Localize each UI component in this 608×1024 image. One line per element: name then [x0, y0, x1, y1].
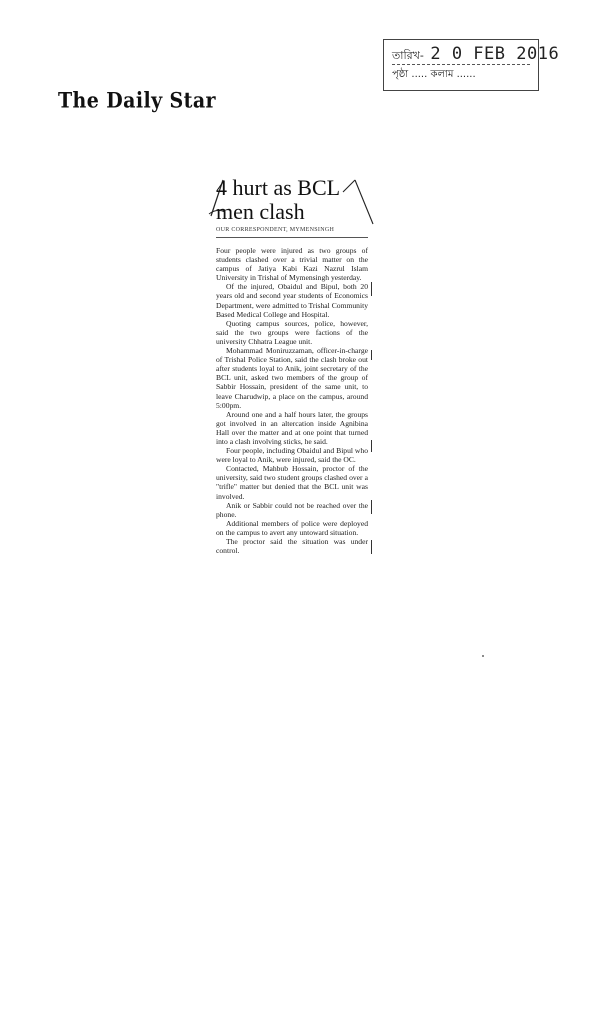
article-paragraph: Quoting campus sources, police, however, said the two groups were factions of the university Chhatra League unit.: [216, 318, 368, 346]
article-paragraph: Contacted, Mahbub Hossain, proctor of the university, said two student groups clashed over a "trifle" matter but denied that the BCL unit was involved.: [216, 464, 368, 501]
article-paragraph: Additional members of police were deployed on the campus to avert any untoward situation.: [216, 518, 368, 537]
news-article: [216, 176, 368, 555]
margin-rule: [371, 440, 372, 452]
date-stamp: [383, 39, 560, 91]
margin-rule: [371, 282, 372, 296]
article-paragraph: Of the injured, Obaidul and Bipul, both 20 years old and second year students of Economics Department, were admitted to Trishal Community Based Medical College and Hospital.: [216, 282, 368, 319]
stamp-page-row: পৃষ্ঠা ..... কলাম ......: [392, 69, 476, 80]
article-paragraph: Mohammad Moniruzzaman, officer-in-charge of Trishal Police Station, said the clash broke out after students loyal to Anik, joint secretary of the BCL unit, asked two members of the group of Sabbir Hossain, president of the same unit, to leave Charudwip, a place on the campus, around 5:00pm.: [216, 346, 368, 410]
article-body: [216, 246, 368, 555]
article-headline: [216, 176, 368, 224]
scan-speck: [482, 655, 484, 657]
article-paragraph: Anik or Sabbir could not be reached over the phone.: [216, 500, 368, 519]
stamp-column-label: কলাম: [430, 69, 454, 80]
article-paragraph: The proctor said the situation was under control.: [216, 537, 368, 556]
margin-rule: [371, 500, 372, 514]
stamp-date-prefix: তারিখ: [392, 49, 420, 62]
stamp-date-row: তারিখ- 2 0 FEB 2016: [392, 44, 560, 64]
margin-rule: [371, 540, 372, 554]
stamp-page-label: পৃষ্ঠা: [392, 69, 409, 80]
article-byline: OUR CORRESPONDENT, MYMENSINGH: [216, 227, 368, 238]
newspaper-masthead: The Daily Star: [58, 88, 216, 114]
article-paragraph: Four people were injured as two groups of students clashed over a trivial matter on the campus of Jatiya Kabi Kazi Nazrul Islam University in Trishal of Mymensingh yesterday.: [216, 246, 368, 283]
article-paragraph: Four people, including Obaidul and Bipul who were loyal to Anik, were injured, said the OC.: [216, 446, 368, 465]
margin-rule: [371, 350, 372, 360]
headline-line: men clash: [216, 199, 305, 224]
stamp-divider: [392, 64, 530, 65]
article-paragraph: Around one and a half hours later, the groups got involved in an altercation inside Agnibina Hall over the matter and at one point that turned into a clash involving sticks, he said.: [216, 409, 368, 446]
headline-line: 4 hurt as BCL: [216, 175, 341, 200]
stamp-date: 2 0 FEB 2016: [430, 44, 560, 64]
